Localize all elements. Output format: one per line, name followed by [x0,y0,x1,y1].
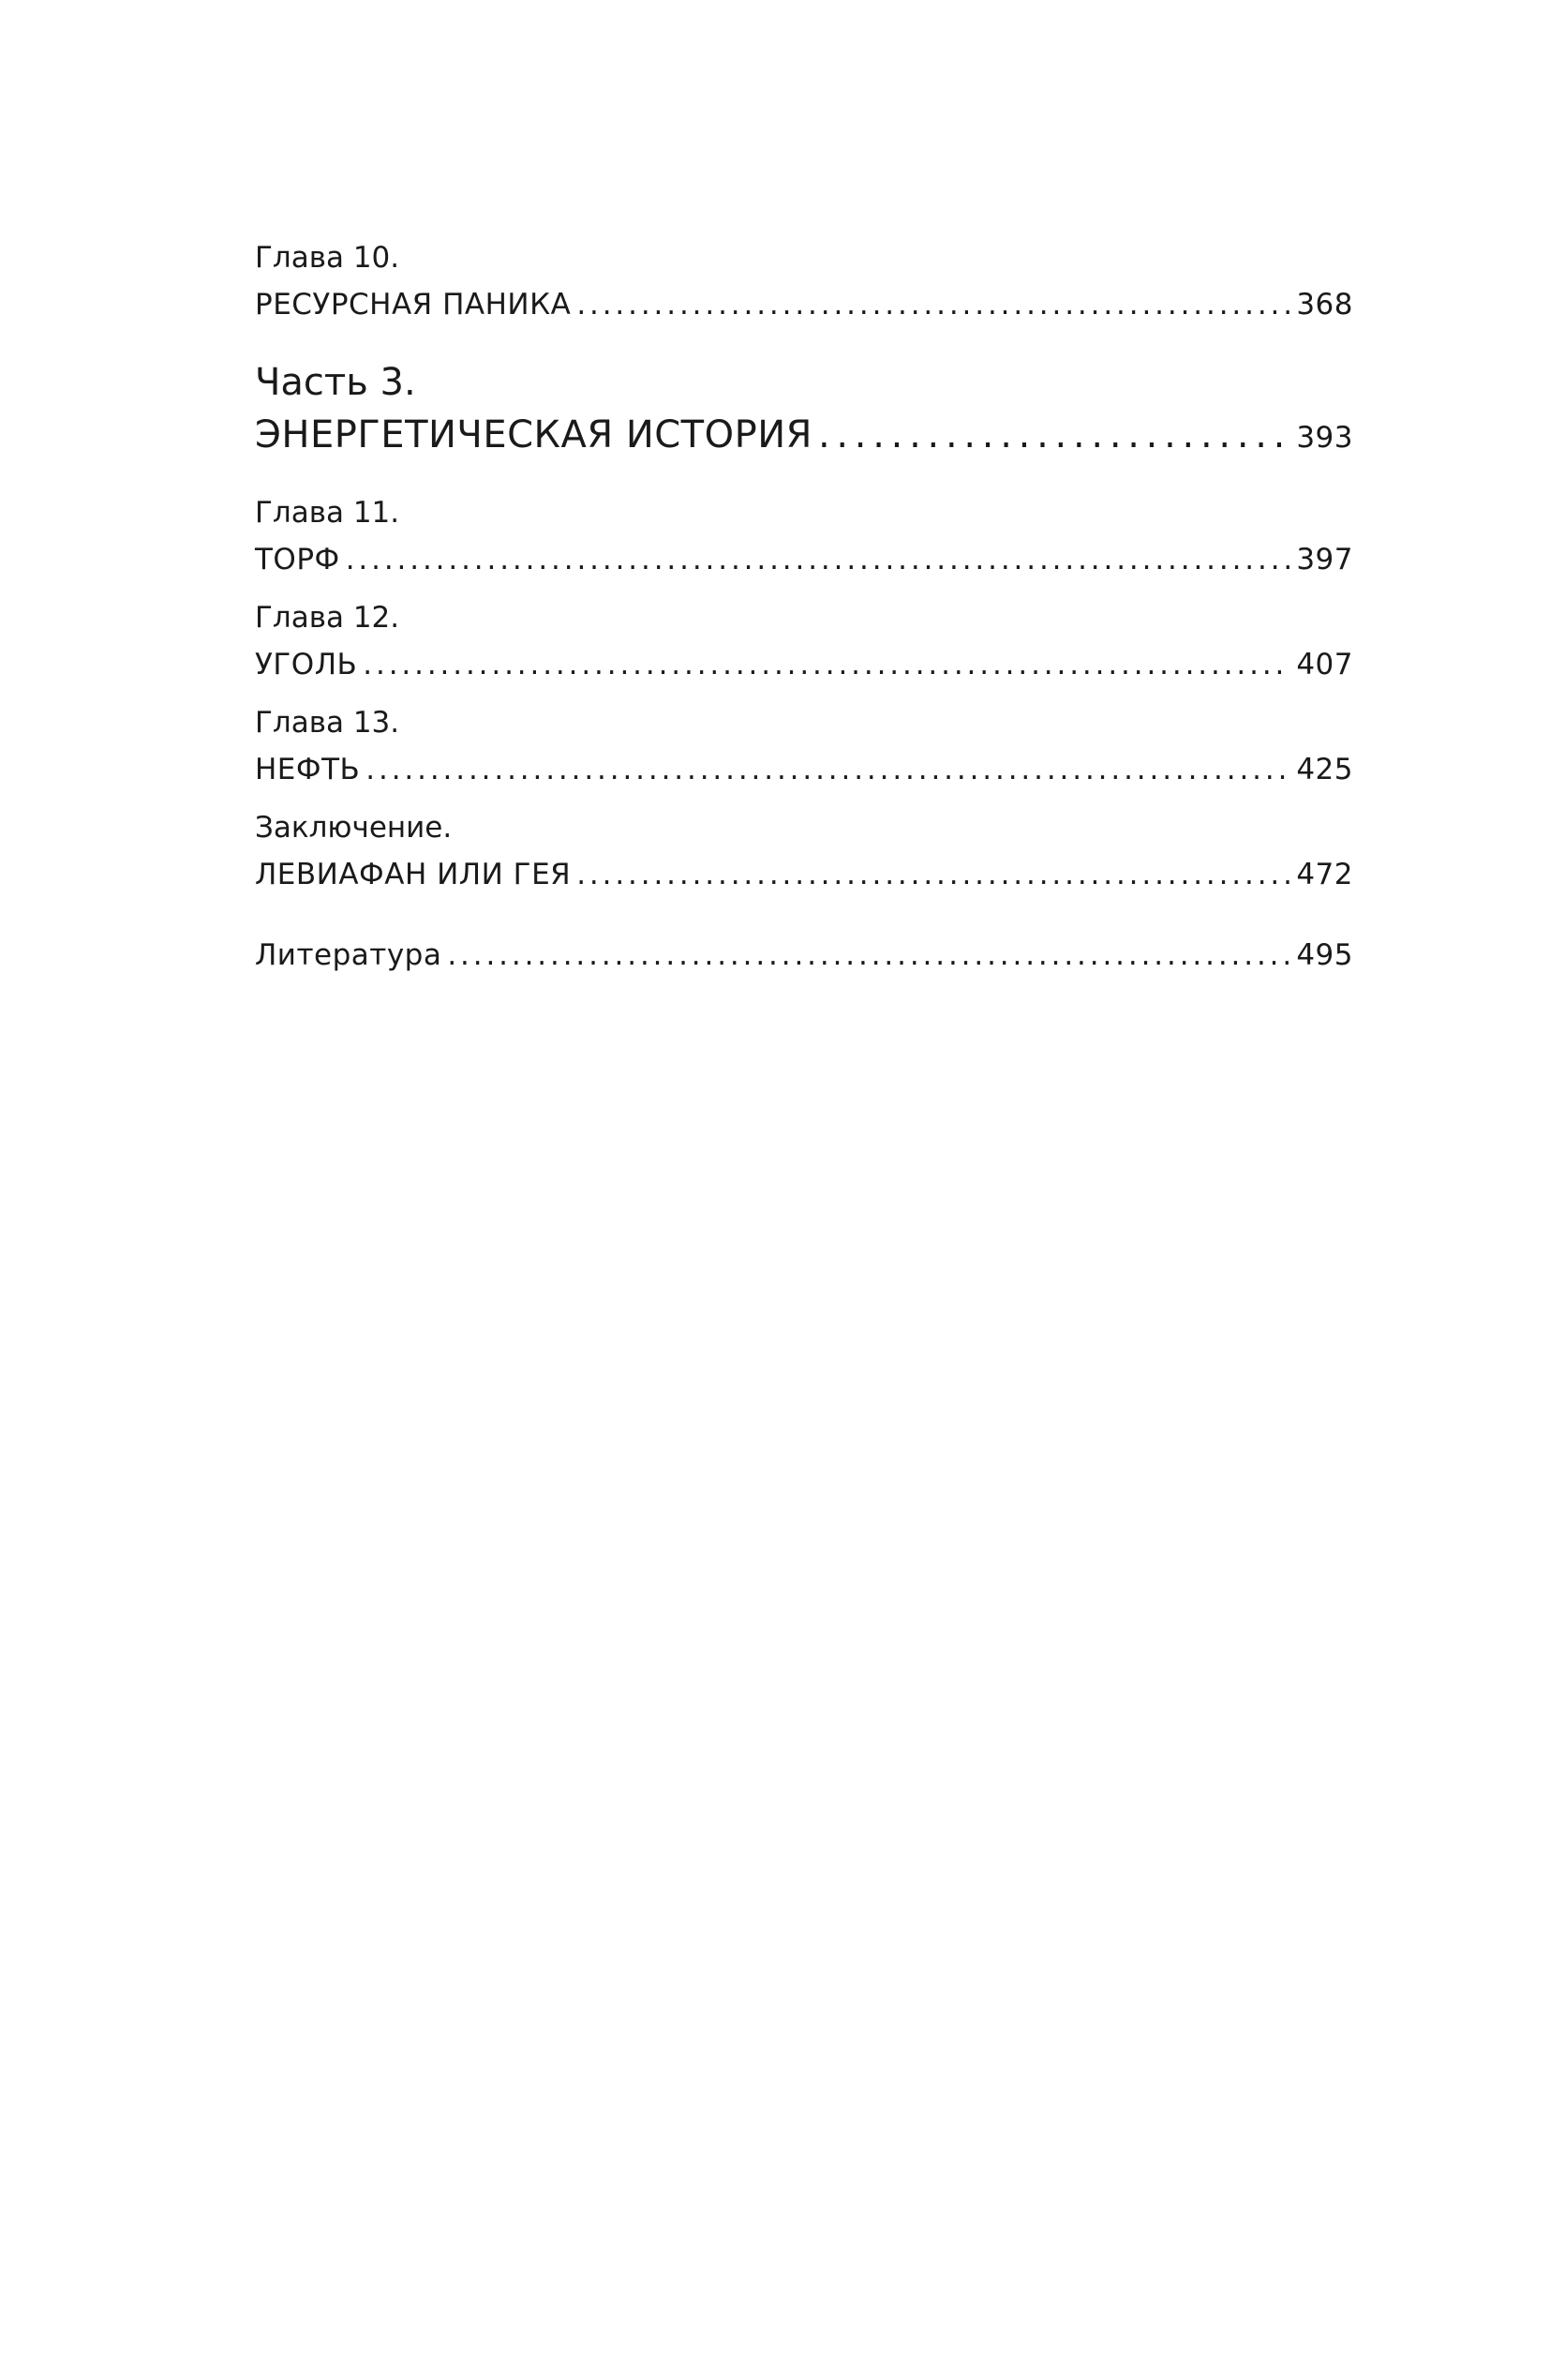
toc-entry-title: УГОЛЬ [255,648,358,681]
toc-entry-title: Литература [255,938,442,972]
toc-entry-label: Глава 11. [255,496,400,530]
toc-entry-label: Глава 12. [255,601,400,635]
toc-entry-part-3[interactable] [255,356,1353,461]
table-of-contents [255,234,1353,979]
toc-entry-row [255,409,1353,461]
toc-entry-chapter-10[interactable] [255,234,1353,328]
toc-entry-title: РЕСУРСНАЯ ПАНИКА [255,288,572,322]
dot-leader [576,281,1290,328]
toc-entry-literature[interactable] [255,932,1353,979]
dot-leader [365,746,1290,793]
toc-entry-chapter-12[interactable] [255,594,1353,688]
toc-entry-page: 407 [1296,648,1353,681]
dot-leader [818,409,1290,461]
toc-entry-page: 368 [1296,288,1353,322]
toc-entry-page: 472 [1296,858,1353,891]
toc-entry-title: НЕФТЬ [255,753,361,786]
toc-entry-row [255,932,1353,979]
dot-leader [576,851,1290,898]
toc-entry-conclusion[interactable] [255,804,1353,898]
toc-entry-chapter-13[interactable] [255,699,1353,793]
toc-entry-row [255,851,1353,898]
toc-entry-label: Часть 3. [255,361,416,404]
toc-entry-page: 425 [1296,753,1353,786]
dot-leader [363,641,1290,688]
toc-entry-row [255,641,1353,688]
toc-entry-label: Глава 10. [255,241,400,275]
toc-entry-title: ЛЕВИАФАН ИЛИ ГЕЯ [255,858,572,891]
toc-entry-page: 393 [1296,421,1353,455]
toc-entry-label: Заключение. [255,811,453,845]
toc-entry-row [255,536,1353,583]
toc-entry-chapter-11[interactable] [255,489,1353,583]
dot-leader [447,932,1290,979]
dot-leader [346,536,1291,583]
toc-entry-title: ТОРФ [255,543,340,576]
toc-entry-row [255,281,1353,328]
toc-entry-page: 495 [1296,938,1353,972]
toc-entry-row [255,746,1353,793]
toc-entry-page: 397 [1296,543,1353,576]
toc-entry-label: Глава 13. [255,706,400,740]
toc-entry-title: ЭНЕРГЕТИЧЕСКАЯ ИСТОРИЯ [255,413,812,457]
